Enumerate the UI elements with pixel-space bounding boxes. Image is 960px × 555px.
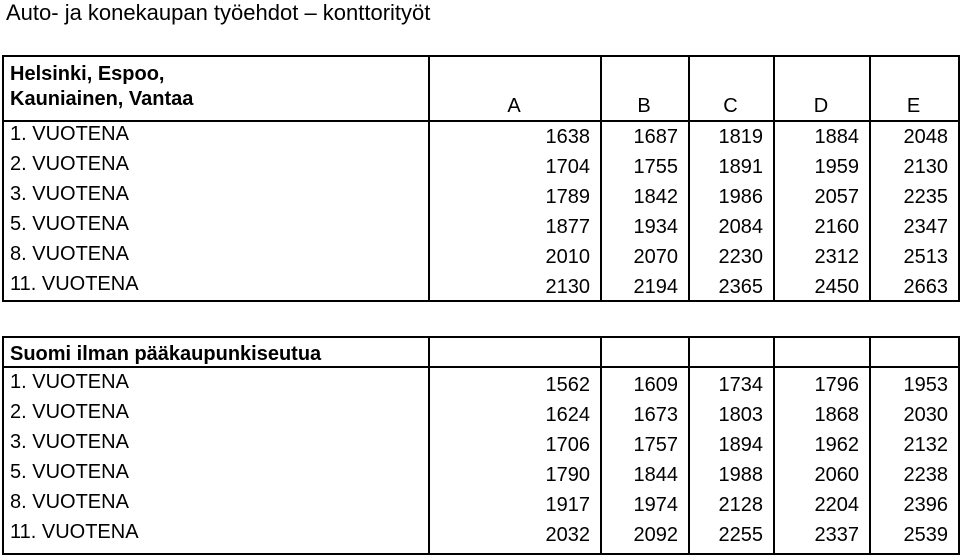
table-cell: 1986 bbox=[718, 186, 763, 208]
row-label: 5. VUOTENA bbox=[10, 461, 129, 483]
table-cell: 2396 bbox=[903, 494, 948, 516]
column-divider bbox=[2, 55, 4, 302]
header-divider bbox=[2, 366, 958, 368]
column-header: A bbox=[507, 95, 521, 117]
table-cell: 2092 bbox=[633, 524, 678, 546]
table-cell: 1842 bbox=[633, 186, 678, 208]
table-cell: 1803 bbox=[718, 404, 763, 426]
table-cell: 1687 bbox=[633, 126, 678, 148]
table-cell: 2255 bbox=[718, 524, 763, 546]
table-cell: 2235 bbox=[903, 186, 948, 208]
table-cell: 1891 bbox=[718, 156, 763, 178]
table-cell: 1609 bbox=[633, 374, 678, 396]
row-label: 8. VUOTENA bbox=[10, 491, 129, 513]
table-cell: 2030 bbox=[903, 404, 948, 426]
table-cell: 2084 bbox=[718, 216, 763, 238]
section-border-bottom bbox=[2, 300, 958, 302]
table-cell: 1988 bbox=[718, 464, 763, 486]
table-cell: 1894 bbox=[718, 434, 763, 456]
table-cell: 2057 bbox=[814, 186, 859, 208]
table-cell: 1844 bbox=[633, 464, 678, 486]
row-label: 1. VUOTENA bbox=[10, 123, 129, 145]
row-label: 5. VUOTENA bbox=[10, 213, 129, 235]
row-label: 1. VUOTENA bbox=[10, 371, 129, 393]
column-header: D bbox=[813, 95, 829, 117]
table-cell: 2238 bbox=[903, 464, 948, 486]
region-label: Suomi ilman pääkaupunkiseutua bbox=[10, 343, 322, 365]
table-cell: 1934 bbox=[633, 216, 678, 238]
section-border-top bbox=[2, 336, 958, 338]
row-label: 2. VUOTENA bbox=[10, 401, 129, 423]
row-label: 3. VUOTENA bbox=[10, 183, 129, 205]
table-cell: 2060 bbox=[814, 464, 859, 486]
table-cell: 1877 bbox=[545, 216, 590, 238]
table-cell: 1757 bbox=[633, 434, 678, 456]
table-cell: 1959 bbox=[814, 156, 859, 178]
row-label: 11. VUOTENA bbox=[10, 273, 139, 295]
region-label: Kauniainen, Vantaa bbox=[10, 88, 194, 110]
table-cell: 1917 bbox=[545, 494, 590, 516]
table-cell: 1789 bbox=[545, 186, 590, 208]
table-border-top bbox=[2, 55, 958, 57]
table-cell: 2010 bbox=[545, 246, 590, 268]
row-label: 3. VUOTENA bbox=[10, 431, 129, 453]
table-cell: 1704 bbox=[545, 156, 590, 178]
row-label: 2. VUOTENA bbox=[10, 153, 129, 175]
table-cell: 2347 bbox=[903, 216, 948, 238]
table-cell: 2070 bbox=[633, 246, 678, 268]
table-cell: 1638 bbox=[545, 126, 590, 148]
table-cell: 2130 bbox=[903, 156, 948, 178]
table-cell: 1790 bbox=[545, 464, 590, 486]
table-cell: 2450 bbox=[814, 276, 859, 298]
table-cell: 1734 bbox=[718, 374, 763, 396]
region-label: Helsinki, Espoo, bbox=[10, 63, 165, 85]
table-cell: 2130 bbox=[545, 276, 590, 298]
table-cell: 1562 bbox=[545, 374, 590, 396]
header-divider bbox=[2, 120, 958, 122]
column-divider bbox=[2, 336, 4, 555]
table-cell: 2230 bbox=[718, 246, 763, 268]
table-cell: 2312 bbox=[814, 246, 859, 268]
table-cell: 1974 bbox=[633, 494, 678, 516]
table-cell: 2513 bbox=[903, 246, 948, 268]
table-cell: 1819 bbox=[718, 126, 763, 148]
table-cell: 2663 bbox=[903, 276, 948, 298]
page-title: Auto- ja konekaupan työehdot – konttorityöt bbox=[6, 0, 431, 25]
table-cell: 2204 bbox=[814, 494, 859, 516]
table-cell: 2132 bbox=[903, 434, 948, 456]
column-header: B bbox=[637, 95, 651, 117]
table-cell: 2032 bbox=[545, 524, 590, 546]
table-cell: 2048 bbox=[903, 126, 948, 148]
table-cell: 2539 bbox=[903, 524, 948, 546]
column-header: E bbox=[906, 95, 921, 117]
table-cell: 1884 bbox=[814, 126, 859, 148]
table-cell: 1953 bbox=[903, 374, 948, 396]
table-cell: 1796 bbox=[814, 374, 859, 396]
table-cell: 1624 bbox=[545, 404, 590, 426]
column-header: C bbox=[723, 95, 738, 117]
table-cell: 2128 bbox=[718, 494, 763, 516]
table-cell: 2160 bbox=[814, 216, 859, 238]
table-cell: 1755 bbox=[633, 156, 678, 178]
table-cell: 2194 bbox=[633, 276, 678, 298]
table-cell: 2337 bbox=[814, 524, 859, 546]
table-cell: 1962 bbox=[814, 434, 859, 456]
row-label: 11. VUOTENA bbox=[10, 521, 139, 543]
table-cell: 1868 bbox=[814, 404, 859, 426]
row-label: 8. VUOTENA bbox=[10, 243, 129, 265]
table-cell: 2365 bbox=[718, 276, 763, 298]
table-cell: 1706 bbox=[545, 434, 590, 456]
table-cell: 1673 bbox=[633, 404, 678, 426]
